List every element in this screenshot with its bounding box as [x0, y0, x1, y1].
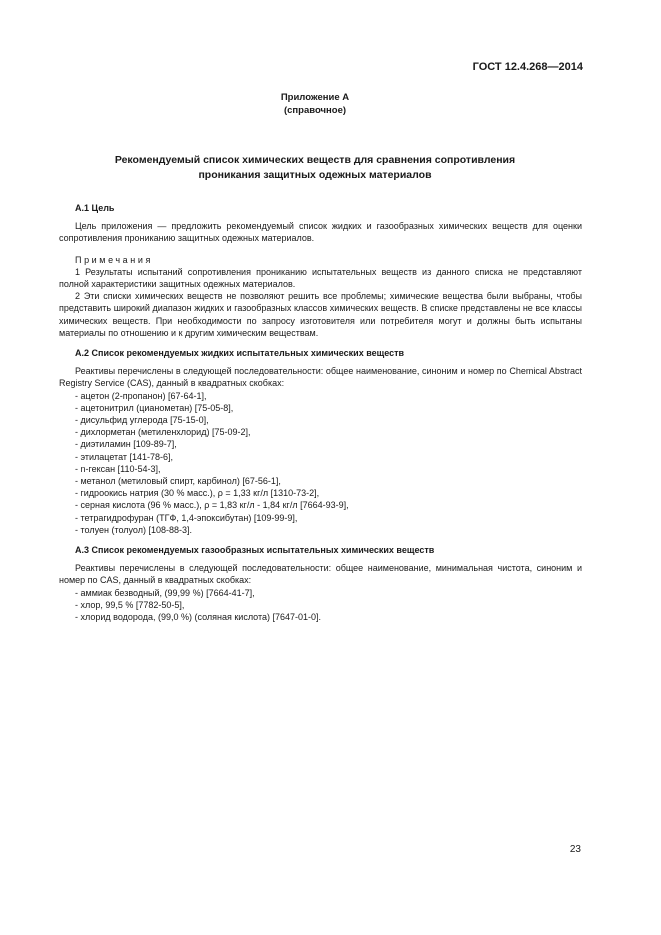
- list-item: - дисульфид углерода [75-15-0],: [75, 415, 209, 426]
- list-item: - n-гексан [110-54-3],: [75, 463, 161, 474]
- section-a2-intro: Реактивы перечислены в следующей последовательности: общее наименование, синоним и номер по Chemical Abstract Registry Service (CAS), данный в квадратных скобках:: [59, 366, 582, 389]
- document-code: ГОСТ 12.4.268—2014: [472, 61, 583, 73]
- list-item: - гидроокись натрия (30 % масс.), ρ = 1,33 кг/л [1310-73-2],: [75, 488, 320, 499]
- list-item: - диэтиламин [109-89-7],: [75, 439, 177, 450]
- note-2: 2 Эти списки химических веществ не позволяют решить все проблемы; химические вещества были выбраны, чтобы представить широкий диапазон жидких и газообразных классов химических веществ. В списке представлены не все классы химических веществ. При необходимости по запросу изготовителя или потребителя могут и должны быть испытаны материалы по отношению и к другим химическим веществам.: [59, 291, 582, 338]
- list-item: - дихлорметан (метиленхлорид) [75-09-2],: [75, 427, 251, 438]
- list-item: - этилацетат [141-78-6],: [75, 451, 174, 462]
- title-line-1: Рекомендуемый список химических веществ для сравнения сопротивления: [114, 154, 516, 166]
- notes-heading: Примечания: [75, 254, 153, 265]
- note-1: 1 Результаты испытаний сопротивления прониканию испытательных веществ из данного списка не представляют полной характеристики защитных одежных материалов.: [59, 266, 582, 290]
- appendix-label: Приложение А: [280, 92, 350, 103]
- section-a3-intro: Реактивы перечислены в следующей последовательности: общее наименование, минимальная чистота, синоним и номер по CAS, данный в квадратных скобках:: [59, 563, 582, 586]
- liquid-chemicals-list: [59, 390, 582, 536]
- page-number: 23: [569, 844, 581, 855]
- list-item: - хлор, 99,5 % [7782-50-5],: [75, 599, 185, 610]
- list-item: - толуен (толуол) [108-88-3].: [75, 524, 193, 535]
- appendix-type: (справочное): [283, 105, 347, 116]
- title-line-2: проникания защитных одежных материалов: [198, 169, 432, 181]
- list-item: - серная кислота (96 % масс.), ρ = 1,83 кг/л - 1,84 кг/л [7664-93-9],: [75, 500, 349, 511]
- section-a2-heading: А.2 Список рекомендуемых жидких испытательных химических веществ: [75, 348, 405, 359]
- list-item: - тетрагидрофуран (ТГФ, 1,4-эпоксибутан) [109-99-9],: [75, 512, 298, 523]
- section-a1-heading: А.1 Цель: [75, 203, 115, 213]
- list-item: - хлорид водорода, (99,0 %) (соляная кислота) [7647-01-0].: [75, 612, 322, 623]
- section-a3-heading: А.3 Список рекомендуемых газообразных испытательных химических веществ: [75, 545, 435, 556]
- list-item: - ацетонитрил (цианометан) [75-05-8],: [75, 402, 234, 413]
- appendix-header: [0, 91, 630, 117]
- list-item: - метанол (метиловый спирт, карбинол) [67-56-1],: [75, 476, 281, 487]
- list-item: - ацетон (2-пропанон) [67-64-1],: [75, 390, 207, 401]
- gas-chemicals-list: [59, 587, 582, 624]
- list-item: - аммиак безводный, (99,99 %) [7664-41-7],: [75, 587, 255, 598]
- section-a1-text: Цель приложения — предложить рекомендуемый список жидких и газообразных химических веществ для оценки сопротивления прониканию защитных одежных материалов.: [59, 221, 582, 244]
- document-body: [59, 202, 582, 623]
- document-title: [0, 153, 630, 183]
